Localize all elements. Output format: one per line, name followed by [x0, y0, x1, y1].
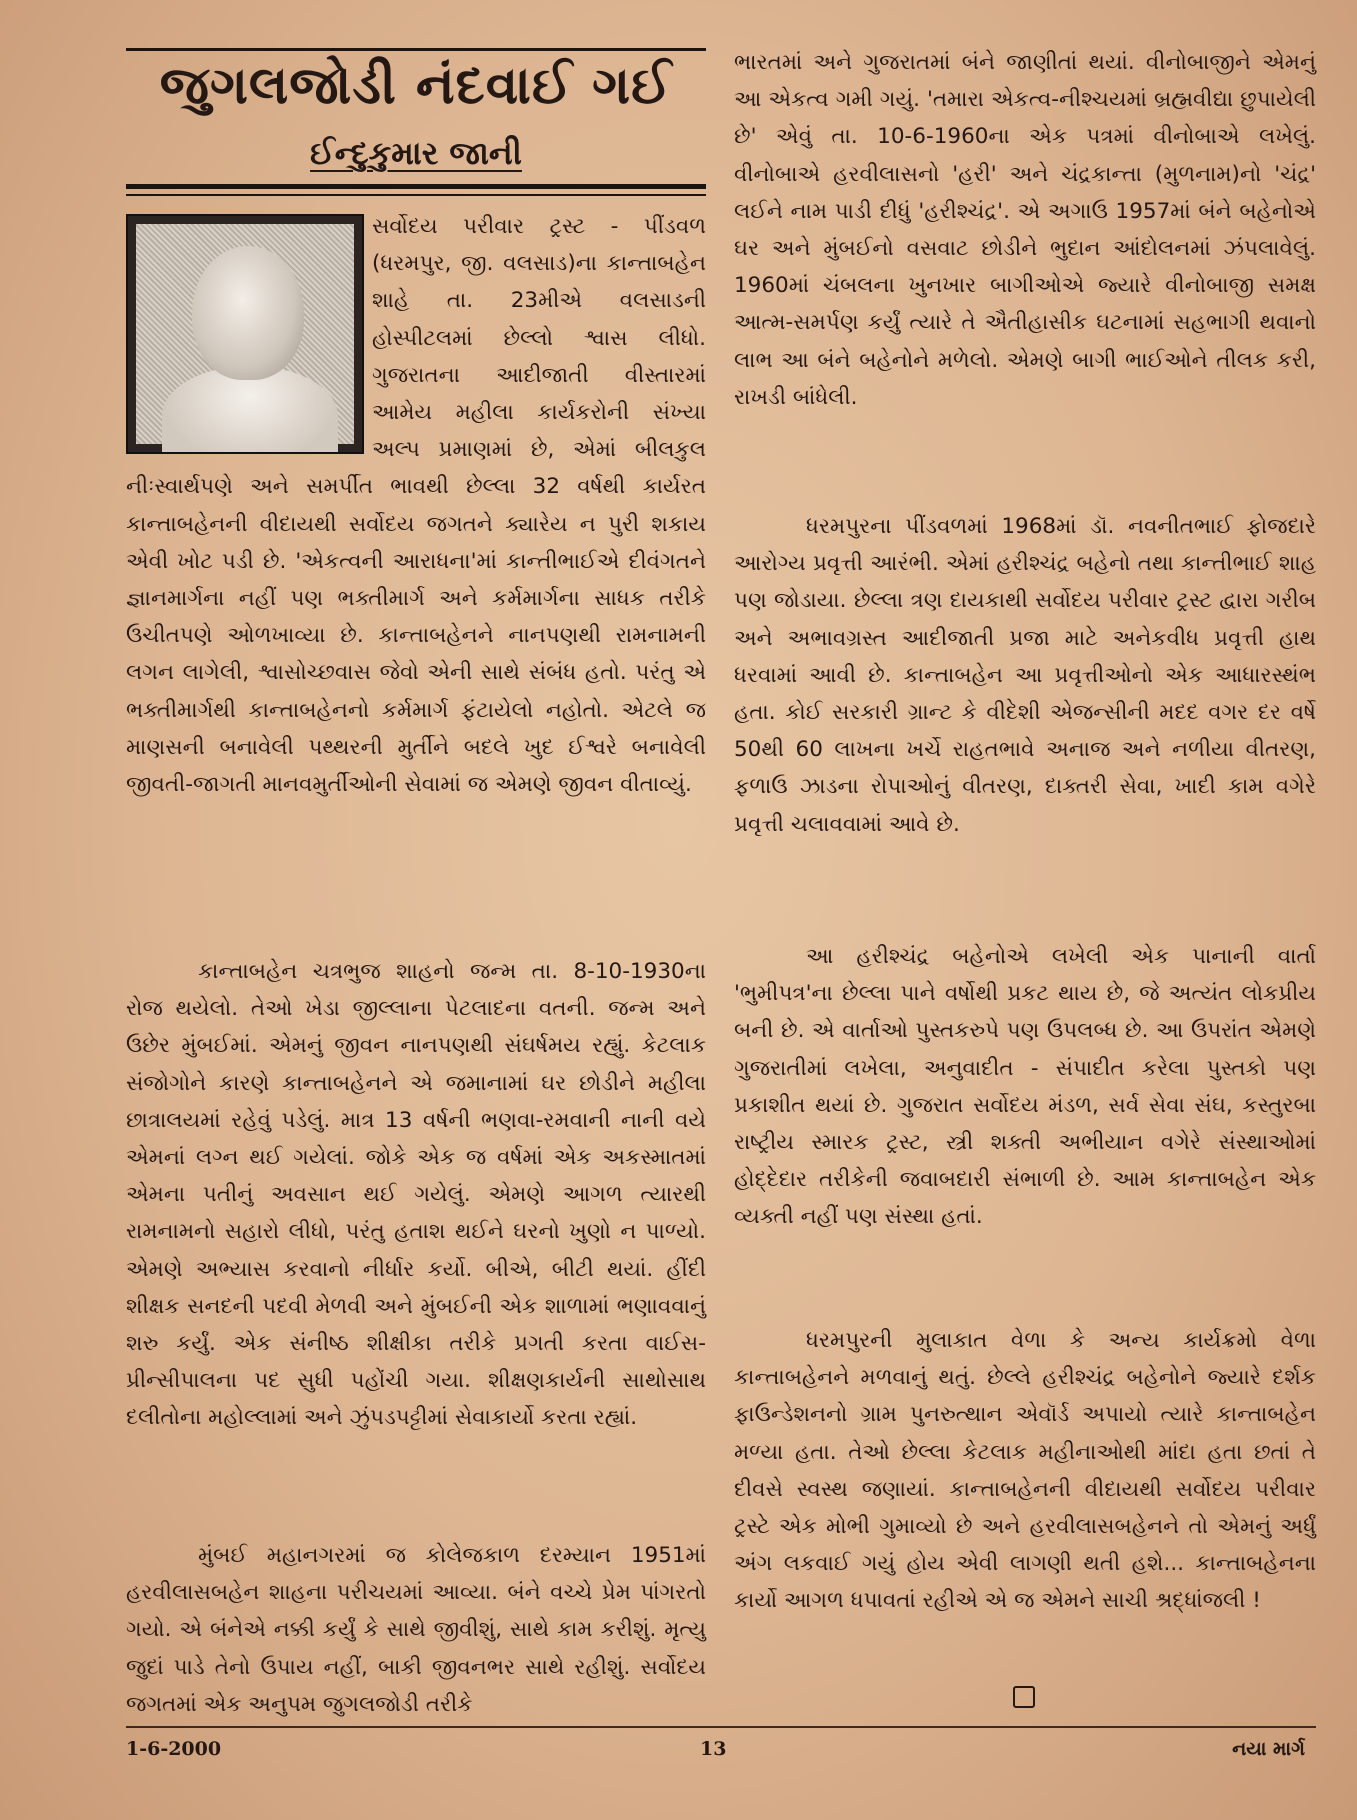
photo-wrap-spacer [126, 208, 372, 456]
paragraph-5: ધરમપુરના પીંડવળમાં 1968માં ડૉ. નવનીતભાઈ ફોજદારે આરોગ્ય પ્રવૃત્તી આરંભી. એમાં હરીશ્ચંદ્ર બહેનો તથા કાન્તીભાઈ શાહ પણ જોડાયા. છેલ્લા ત્રણ દાયકાથી સર્વોદય પરીવાર ટ્રસ્ટ દ્વારા ગરીબ અને અભાવગ્રસ્ત આદીજાતી પ્રજા માટે અનેકવીધ પ્રવૃત્તી હાથ ધરવામાં આવી છે. કાન્તાબહેન આ પ્રવૃત્તીઓનો એક આધારસ્થંભ હતા. કોઈ સરકારી ગ્રાન્ટ કે વીદેશી એજન્સીની મદદ વગર દર વર્ષે 50થી 60 લાખના ખર્ચે રાહતભાવે અનાજ અને નળીયા વીતરણ, ફળાઉ ઝાડના રોપાઓનું વીતરણ, દાક્તરી સેવા, ખાદી કામ વગેરે પ્રવૃત્તી ચલાવવામાં આવે છે. [734, 514, 1316, 837]
footer-publication: નયા માર્ગ [1232, 1738, 1305, 1760]
author-name: ઈન્દુકુમાર જાની [310, 134, 522, 172]
author-rule-thin [126, 194, 706, 196]
footer-date: 1-6-2000 [126, 1738, 222, 1760]
title-top-rule [126, 48, 706, 51]
footer-page-number: 13 [700, 1738, 727, 1760]
article-end-square-icon [1013, 1686, 1035, 1708]
article-title: જુગલજોડી નંદવાઈ ગઈ [159, 56, 673, 116]
paragraph-7: ધરમપુરની મુલાકાત વેળા કે અન્ય કાર્યક્રમો વેળા કાન્તાબહેનને મળવાનું થતું. છેલ્લે હરીશ્ચંદ્ર બહેનોને જ્યારે દર્શક ફાઉન્ડેશનનો ગ્રામ પુનરુત્થાન એવૉર્ડ અપાયો ત્યારે કાન્તાબહેન મળ્યા હતા. તેઓ છેલ્લા કેટલાક મહીનાઓથી માંદા હતા છતાં તે દીવસે સ્વસ્થ જણાયાં. કાન્તાબહેનની વીદાયથી સર્વોદય પરીવાર ટ્રસ્ટે એક મોભી ગુમાવ્યો છે અને હરવીલાસબહેનને તો એમનું અર્ધું અંગ લકવાઈ ગયું હોય એવી લાગણી થતી હશે... કાન્તાબહેનના કાર્યો આગળ ધપાવતાં રહીએ એ જ એમને સાચી શ્રદ્ધાંજલી ! [734, 1328, 1316, 1614]
paragraph-6: આ હરીશ્ચંદ્ર બહેનોએ લખેલી એક પાનાની વાર્તા 'ભુમીપત્ર'ના છેલ્લા પાને વર્ષોથી પ્રકટ થાય છે, જે અત્યંત લોકપ્રીય બની છે. એ વાર્તાઓ પુસ્તકરુપે પણ ઉપલબ્ધ છે. આ ઉપરાંત એમણે ગુજરાતીમાં લખેલા, અનુવાદીત - સંપાદીત કરેલા પુસ્તકો પણ પ્રકાશીત થયાં છે. ગુજરાત સર્વોદય મંડળ, સર્વ સેવા સંઘ, કસ્તુરબા રાષ્ટ્રીય સ્મારક ટ્રસ્ટ, સ્ત્રી શક્તી અભીયાન વગેરે સંસ્થાઓમાં હોદ્દેદાર તરીકેની જવાબદારી સંભાળી છે. આમ કાન્તાબહેન એક વ્યક્તી નહીં પણ સંસ્થા હતાં. [734, 944, 1316, 1230]
footer-rule [126, 1726, 1316, 1728]
paragraph-3: મુંબઈ મહાનગરમાં જ કોલેજકાળ દરમ્યાન 1951માં હરવીલાસબહેન શાહના પરીચયમાં આવ્યા. બંને વચ્ચે પ્રેમ પાંગરતો ગયો. એ બંનેએ નક્કી કર્યું કે સાથે જીવીશું, સાથે કામ કરીશું. મૃત્યુ જુદાં પાડે તેનો ઉપાય નહીં, બાકી જીવનભર સાથે રહીશું. સર્વોદય જગતમાં એક અનુપમ જુગલજોડી તરીકે [126, 1543, 706, 1717]
paragraph-2: કાન્તાબહેન ચત્રભુજ શાહનો જન્મ તા. 8-10-1930ના રોજ થયેલો. તેઓ ખેડા જીલ્લાના પેટલાદના વતની. જન્મ અને ઉછેર મુંબઈમાં. એમનું જીવન નાનપણથી સંઘર્ષમય રહ્યું. કેટલાક સંજોગોને કારણે કાન્તાબહેનને એ જમાનામાં ઘર છોડીને મહીલા છાત્રાલયમાં રહેવું પડેલું. માત્ર 13 વર્ષની ભણવા-રમવાની નાની વયે એમનાં લગ્ન થઈ ગયેલાં. જોકે એક જ વર્ષમાં એક અકસ્માતમાં એમના પતીનું અવસાન થઈ ગયેલું. એમણે આગળ ત્યારથી રામનામનો સહારો લીધો, પરંતુ હતાશ થઈને ઘરનો ખુણો ન પાળ્યો. એમણે અભ્યાસ કરવાનો નીર્ધાર કર્યો. બીએ, બીટી થયાં. હીંદી શીક્ષક સનદની પદવી મેળવી અને મુંબઈની એક શાળામાં ભણાવવાનું શરુ કર્યું. એક સંનીષ્ઠ શીક્ષીકા તરીકે પ્રગતી કરતા વાઈસ-પ્રીન્સીપાલના પદ સુધી પહોંચી ગયા. શીક્ષણકાર્યની સાથોસાથ દલીતોના મહોલ્લામાં અને ઝુંપડપટ્ટીમાં સેવાકાર્યો કરતા રહ્યાં. [126, 959, 706, 1431]
paragraph-1: સર્વોદય પરીવાર ટ્રસ્ટ - પીંડવળ (ધરમપુર, જી. વલસાડ)ના કાન્તાબહેન શાહે તા. 23મીએ વલસાડની હોસ્પીટલમાં છેલ્લો શ્વાસ લીધો. ગુજરાતના આદીજાતી વીસ્તારમાં આમેય મહીલા કાર્યકરોની સંખ્યા અલ્પ પ્રમાણમાં છે, એમાં બીલકુલ નીઃસ્વાર્થપણે અને સમર્પીત ભાવથી છેલ્લા 32 વર્ષથી કાર્યરત કાન્તાબહેનની વીદાયથી સર્વોદય જગતને ક્યારેય ન પુરી શકાય એવી ખોટ પડી છે. 'એકત્વની આરાધના'માં કાન્તીભાઈએ દીવંગતને જ્ઞાનમાર્ગના નહીં પણ ભક્તીમાર્ગ અને કર્મમાર્ગના સાધક તરીકે ઉચીતપણે ઓળખાવ્યા છે. કાન્તાબહેનને નાનપણથી રામનામની લગન લાગેલી, શ્વાસોચ્છવાસ જેવો એની સાથે સંબંધ હતો. પરંતુ એ ભક્તીમાર્ગથી કાન્તાબહેનનો કર્મમાર્ગ ફંટાયેલો નહોતો. એટલે જ માણસની બનાવેલી પથ્થરની મુર્તીને બદલે ખુદ ઈશ્વરે બનાવેલી જીવતી-જાગતી માનવમુર્તીઓની સેવામાં જ એમણે જીવન વીતાવ્યું. [126, 208, 706, 948]
paragraph-4: ભારતમાં અને ગુજરાતમાં બંને જાણીતાં થયાં. વીનોબાજીને એમનું આ એકત્વ ગમી ગયું. 'તમારા એકત્વ-નીશ્ચયમાં બ્રહ્મવીદ્યા છુપાયેલી છે' એવું તા. 10-6-1960ના એક પત્રમાં વીનોબાએ લખેલું. વીનોબાએ હરવીલાસનો 'હરી' અને ચંદ્રકાન્તા (મુળનામ)નો 'ચંદ્ર' લઈને નામ પાડી દીધું 'હરીશ્ચંદ્ર'. એ અગાઉ 1957માં બંને બહેનોએ ઘર અને મુંબઈનો વસવાટ છોડીને ભુદાન આંદોલનમાં ઝંપલાવેલું. 1960માં ચંબલના ખુનખાર બાગીઓએ જ્યારે વીનોબાજી સમક્ષ આત્મ-સમર્પણ કર્યું ત્યારે તે ઐતીહાસીક ઘટનામાં સહભાગી થવાનો લાભ આ બંને બહેનોને મળેલો. એમણે બાગી ભાઈઓને તીલક કરી, રાખડી બાંધેલી. [734, 50, 1316, 410]
article-author [126, 136, 706, 171]
author-rule-thick [126, 184, 706, 189]
